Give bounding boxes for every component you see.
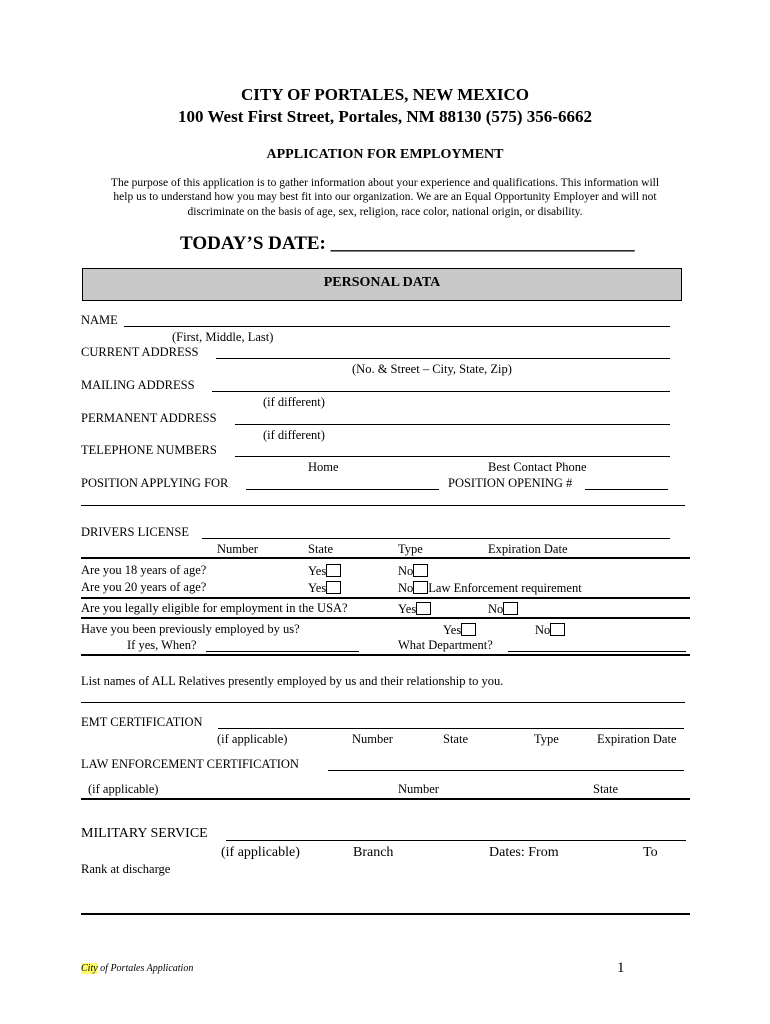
if-yes-when-field[interactable] <box>206 651 359 652</box>
yes-label: Yes <box>398 602 417 616</box>
purpose-line-3: discriminate on the basis of age, sex, religion, race color, national origin, or disability. <box>187 206 583 218</box>
age-20-yes[interactable] <box>308 581 341 595</box>
current-address-hint: (No. & Street – City, State, Zip) <box>352 362 512 376</box>
city-address: 100 West First Street, Portales, NM 88130 (575) 356-6662 <box>178 107 592 126</box>
mailing-address-label: MAILING ADDRESS <box>81 378 195 392</box>
mailing-address-hint: (if different) <box>263 395 325 409</box>
what-department-field[interactable] <box>508 651 686 652</box>
emt-label: EMT CERTIFICATION <box>81 715 203 729</box>
name-label: NAME <box>81 313 118 327</box>
divider-line <box>81 597 690 599</box>
yes-label: Yes <box>308 564 327 578</box>
no-label: No <box>398 564 414 578</box>
dl-state-hint: State <box>308 542 333 556</box>
telephone-label: TELEPHONE NUMBERS <box>81 443 217 457</box>
footer-text <box>81 964 193 974</box>
dl-expiration-hint: Expiration Date <box>488 542 568 556</box>
relatives-instruction: List names of ALL Relatives presently employed by us and their relationship to you. <box>81 674 504 688</box>
prev-no-checkbox[interactable] <box>550 623 565 636</box>
current-address-field[interactable] <box>216 358 670 359</box>
drivers-license-label: DRIVERS LICENSE <box>81 525 189 539</box>
military-dates-from-hint: Dates: From <box>489 845 559 860</box>
emt-number-hint: Number <box>352 732 393 746</box>
no-label: No <box>488 602 504 616</box>
military-field[interactable] <box>226 840 686 841</box>
eligible-yes-checkbox[interactable] <box>416 602 431 615</box>
age-18-no[interactable] <box>398 564 428 578</box>
position-opening-field[interactable] <box>585 489 668 490</box>
divider-line <box>81 617 690 619</box>
position-field[interactable] <box>246 489 439 490</box>
yes-label: Yes <box>308 581 327 595</box>
age-18-yes[interactable] <box>308 564 341 578</box>
position-label: POSITION APPLYING FOR <box>81 476 229 490</box>
permanent-address-label: PERMANENT ADDRESS <box>81 411 217 425</box>
footer-city: City <box>81 963 98 974</box>
military-to-hint: To <box>643 845 658 860</box>
emt-expiration-hint: Expiration Date <box>597 732 677 746</box>
military-branch-hint: Branch <box>353 845 394 860</box>
home-phone-hint: Home <box>308 460 339 474</box>
yes-label: Yes <box>443 623 462 637</box>
purpose-line-1: The purpose of this application is to gather information about your experience and qualifications. This information will <box>110 177 660 189</box>
eligible-no-checkbox[interactable] <box>503 602 518 615</box>
name-hint: (First, Middle, Last) <box>172 330 274 344</box>
what-department-label: What Department? <box>398 638 493 652</box>
footer-rest: of Portales Application <box>97 963 194 974</box>
age-20-no[interactable] <box>398 581 582 595</box>
relatives-field[interactable] <box>81 702 685 703</box>
age-18-question: Are you 18 years of age? <box>81 563 207 577</box>
age-20-question: Are you 20 years of age? <box>81 580 207 594</box>
dl-type-hint: Type <box>398 542 423 556</box>
eligible-no[interactable] <box>488 602 518 616</box>
emt-state-hint: State <box>443 732 468 746</box>
divider-line <box>81 557 690 559</box>
no-label: No <box>535 623 551 637</box>
divider-line <box>81 654 690 656</box>
previously-employed-question: Have you been previously employed by us? <box>81 622 300 636</box>
mailing-address-field[interactable] <box>212 391 670 392</box>
law-number-hint: Number <box>398 782 439 796</box>
no-label: No <box>398 581 414 595</box>
age-20-yes-checkbox[interactable] <box>326 581 341 594</box>
if-yes-when-label: If yes, When? <box>127 638 197 652</box>
emt-type-hint: Type <box>534 732 559 746</box>
law-enforcement-requirement: Law Enforcement requirement <box>428 581 582 595</box>
position-opening-label: POSITION OPENING # <box>448 476 573 490</box>
telephone-field[interactable] <box>235 456 670 457</box>
eligible-yes[interactable] <box>398 602 431 616</box>
personal-data-title: PERSONAL DATA <box>323 275 441 290</box>
divider-line <box>81 505 685 506</box>
eligibility-question: Are you legally eligible for employment in the USA? <box>81 601 348 615</box>
prev-yes[interactable] <box>443 623 476 637</box>
current-address-label: CURRENT ADDRESS <box>81 345 199 359</box>
law-if-applicable: (if applicable) <box>88 782 159 796</box>
purpose-line-2: help us to understand how you may best fit into our organization. We are an Equal Opportunity Employer and will not <box>113 191 657 203</box>
emt-field[interactable] <box>218 728 684 729</box>
divider-line <box>81 798 690 800</box>
age-18-yes-checkbox[interactable] <box>326 564 341 577</box>
permanent-address-hint: (if different) <box>263 428 325 442</box>
city-title: CITY OF PORTALES, NEW MEXICO <box>241 85 529 104</box>
law-enforcement-label: LAW ENFORCEMENT CERTIFICATION <box>81 757 299 771</box>
name-field[interactable] <box>124 326 670 327</box>
page-number: 1 <box>617 960 625 976</box>
military-label: MILITARY SERVICE <box>81 826 208 841</box>
dl-number-hint: Number <box>217 542 258 556</box>
age-18-no-checkbox[interactable] <box>413 564 428 577</box>
rank-discharge-label: Rank at discharge <box>81 862 171 876</box>
emt-if-applicable: (if applicable) <box>217 732 288 746</box>
military-if-applicable: (if applicable) <box>221 845 300 860</box>
todays-date[interactable]: TODAY’S DATE: ________________________________ <box>180 233 635 254</box>
permanent-address-field[interactable] <box>235 424 670 425</box>
age-20-no-checkbox[interactable] <box>413 581 428 594</box>
best-contact-hint: Best Contact Phone <box>488 460 587 474</box>
prev-yes-checkbox[interactable] <box>461 623 476 636</box>
divider-line <box>81 913 690 915</box>
form-title: APPLICATION FOR EMPLOYMENT <box>266 147 504 162</box>
prev-no[interactable] <box>535 623 565 637</box>
drivers-license-field[interactable] <box>202 538 670 539</box>
law-enforcement-field[interactable] <box>328 770 684 771</box>
law-state-hint: State <box>593 782 618 796</box>
